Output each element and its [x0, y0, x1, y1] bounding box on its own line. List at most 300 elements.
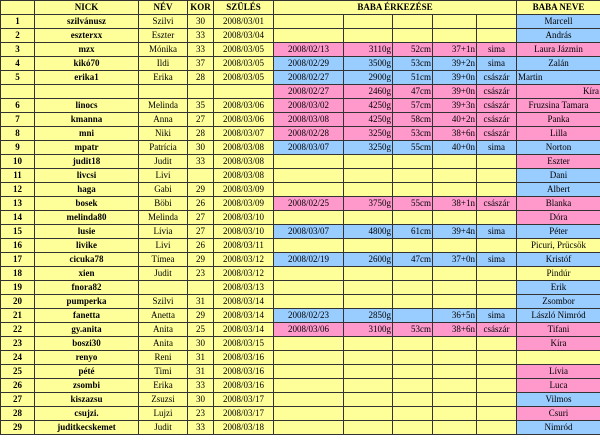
- cell-szules: 2008/03/08: [214, 155, 274, 169]
- cell-num: 18: [1, 267, 35, 281]
- cell-nick: lusie: [35, 225, 139, 239]
- cell-mode: [477, 295, 517, 309]
- cell-weight: [344, 337, 393, 351]
- cell-baby-name: Erik: [517, 281, 600, 295]
- table-row: [1, 295, 600, 309]
- cell-nick: xien: [35, 267, 139, 281]
- cell-szules: 2008/03/16: [214, 365, 274, 379]
- cell-arrival-date: [274, 281, 344, 295]
- cell-szules: 2008/03/11: [214, 239, 274, 253]
- cell-length: [393, 211, 433, 225]
- cell-num: 27: [1, 393, 35, 407]
- cell-szules: 2008/03/10: [214, 225, 274, 239]
- cell-nick: kmanna: [35, 113, 139, 127]
- cell-weight: [344, 407, 393, 421]
- cell-baby-name: Eszter: [517, 155, 600, 169]
- cell-baby-name: Dani: [517, 169, 600, 183]
- cell-length: 53cm: [393, 323, 433, 337]
- cell-nev: Melinda: [139, 211, 188, 225]
- cell-weight: [344, 183, 393, 197]
- cell-kor: 29: [188, 309, 214, 323]
- table-row: [1, 113, 600, 127]
- cell-week: 38+6n: [433, 323, 477, 337]
- cell-nick: melinda80: [35, 211, 139, 225]
- cell-kor: 29: [188, 253, 214, 267]
- cell-kor: 33: [188, 155, 214, 169]
- cell-week: [433, 407, 477, 421]
- cell-week: [433, 29, 477, 43]
- cell-weight: 4250g: [344, 99, 393, 113]
- cell-mode: sima: [477, 309, 517, 323]
- cell-num: 26: [1, 379, 35, 393]
- cell-num: 9: [1, 141, 35, 155]
- cell-weight: 4250g: [344, 113, 393, 127]
- cell-length: 47cm: [393, 85, 433, 99]
- cell-nev: Ildi: [139, 57, 188, 71]
- cell-week: [433, 281, 477, 295]
- header-kor: KOR: [188, 1, 214, 15]
- cell-weight: 3250g: [344, 141, 393, 155]
- cell-week: [433, 365, 477, 379]
- cell-weight: 4800g: [344, 225, 393, 239]
- cell-num: 1: [1, 15, 35, 29]
- cell-weight: [344, 393, 393, 407]
- cell-szules: 2008/03/16: [214, 379, 274, 393]
- cell-nick: bosek: [35, 197, 139, 211]
- cell-kor: 33: [188, 379, 214, 393]
- cell-baby-name: Csuri: [517, 407, 600, 421]
- cell-nev: [139, 85, 188, 99]
- cell-nev: Judit: [139, 421, 188, 435]
- cell-kor: 25: [188, 323, 214, 337]
- cell-num: 7: [1, 113, 35, 127]
- cell-num: 15: [1, 225, 35, 239]
- cell-weight: [344, 365, 393, 379]
- cell-nick: zsombi: [35, 379, 139, 393]
- cell-mode: [477, 15, 517, 29]
- cell-length: 52cm: [393, 43, 433, 57]
- cell-arrival-date: [274, 337, 344, 351]
- cell-arrival-date: [274, 169, 344, 183]
- cell-nev: Anna: [139, 113, 188, 127]
- cell-mode: [477, 239, 517, 253]
- cell-szules: 2008/03/12: [214, 253, 274, 267]
- cell-week: [433, 239, 477, 253]
- cell-week: 36+5n: [433, 309, 477, 323]
- cell-nick: mpatr: [35, 141, 139, 155]
- cell-baby-name: Nimród: [517, 421, 600, 435]
- table-row: [1, 379, 600, 393]
- cell-num: 24: [1, 351, 35, 365]
- cell-nev: Eszter: [139, 29, 188, 43]
- cell-length: 58cm: [393, 113, 433, 127]
- cell-kor: 30: [188, 15, 214, 29]
- cell-arrival-date: [274, 421, 344, 435]
- cell-weight: 3100g: [344, 323, 393, 337]
- cell-weight: [344, 351, 393, 365]
- cell-weight: 3110g: [344, 43, 393, 57]
- cell-week: [433, 183, 477, 197]
- cell-length: 53cm: [393, 127, 433, 141]
- cell-week: 38+1n: [433, 197, 477, 211]
- cell-baby-name: [517, 351, 600, 365]
- cell-arrival-date: 2008/02/29: [274, 57, 344, 71]
- cell-mode: [477, 211, 517, 225]
- cell-baby-name: Marcell: [517, 15, 600, 29]
- cell-week: [433, 351, 477, 365]
- cell-week: 39+0n: [433, 71, 477, 85]
- cell-num: 11: [1, 169, 35, 183]
- cell-mode: császár: [477, 99, 517, 113]
- cell-kor: [188, 169, 214, 183]
- cell-baby-name: Lilla: [517, 127, 600, 141]
- cell-kor: 37: [188, 57, 214, 71]
- cell-szules: 2008/03/07: [214, 127, 274, 141]
- cell-weight: 2900g: [344, 71, 393, 85]
- cell-weight: [344, 239, 393, 253]
- cell-nev: Tímea: [139, 253, 188, 267]
- cell-kor: 33: [188, 43, 214, 57]
- table-row: [1, 29, 600, 43]
- cell-nick: fnora82: [35, 281, 139, 295]
- cell-num: 13: [1, 197, 35, 211]
- cell-weight: [344, 295, 393, 309]
- cell-nev: Niki: [139, 127, 188, 141]
- cell-length: [393, 337, 433, 351]
- cell-arrival-date: 2008/03/06: [274, 323, 344, 337]
- cell-num: [1, 85, 35, 99]
- table-row: [1, 99, 600, 113]
- cell-mode: sima: [477, 57, 517, 71]
- cell-nick: juditkecskemet: [35, 421, 139, 435]
- table-row: [1, 57, 600, 71]
- cell-mode: császár: [477, 71, 517, 85]
- cell-baby-name: Norton: [517, 141, 600, 155]
- cell-num: 2: [1, 29, 35, 43]
- table-row: [1, 15, 600, 29]
- table-row: [1, 337, 600, 351]
- cell-baby-name: Albert: [517, 183, 600, 197]
- cell-nev: Böbi: [139, 197, 188, 211]
- table-body: [1, 15, 600, 435]
- cell-weight: [344, 267, 393, 281]
- cell-arrival-date: 2008/02/19: [274, 253, 344, 267]
- cell-week: 39+4n: [433, 225, 477, 239]
- cell-kor: 23: [188, 267, 214, 281]
- cell-num: 21: [1, 309, 35, 323]
- cell-arrival-date: 2008/02/27: [274, 71, 344, 85]
- cell-baby-name: Martin: [517, 71, 600, 85]
- cell-kor: [188, 85, 214, 99]
- cell-kor: 26: [188, 239, 214, 253]
- cell-num: 28: [1, 407, 35, 421]
- cell-length: 51cm: [393, 71, 433, 85]
- cell-kor: 33: [188, 421, 214, 435]
- cell-szules: [214, 85, 274, 99]
- cell-length: [393, 393, 433, 407]
- cell-mode: [477, 29, 517, 43]
- cell-szules: 2008/03/14: [214, 295, 274, 309]
- cell-arrival-date: [274, 379, 344, 393]
- cell-nev: Szilvi: [139, 295, 188, 309]
- table-row: [1, 183, 600, 197]
- cell-arrival-date: 2008/03/07: [274, 225, 344, 239]
- cell-szules: 2008/03/05: [214, 71, 274, 85]
- cell-length: 55cm: [393, 141, 433, 155]
- cell-kor: 31: [188, 295, 214, 309]
- cell-baby-name: Kíra: [517, 85, 600, 99]
- cell-nick: eszterxx: [35, 29, 139, 43]
- cell-mode: [477, 393, 517, 407]
- cell-nick: erika1: [35, 71, 139, 85]
- cell-nev: Reni: [139, 351, 188, 365]
- cell-nick: judit18: [35, 155, 139, 169]
- table-row: [1, 365, 600, 379]
- cell-nev: Lívia: [139, 225, 188, 239]
- cell-kor: 30: [188, 393, 214, 407]
- cell-mode: [477, 281, 517, 295]
- cell-mode: [477, 337, 517, 351]
- cell-length: [393, 155, 433, 169]
- cell-mode: császár: [477, 85, 517, 99]
- cell-szules: 2008/03/08: [214, 141, 274, 155]
- header-baba-erkezese: BABA ÉRKEZÉSE: [274, 1, 517, 15]
- cell-nev: Zsuzsi: [139, 393, 188, 407]
- cell-length: [393, 379, 433, 393]
- cell-num: 19: [1, 281, 35, 295]
- cell-nick: livike: [35, 239, 139, 253]
- cell-weight: 3750g: [344, 197, 393, 211]
- table-row: [1, 141, 600, 155]
- cell-nev: Lujzi: [139, 407, 188, 421]
- cell-baby-name: Péter: [517, 225, 600, 239]
- cell-length: 55cm: [393, 197, 433, 211]
- cell-weight: [344, 155, 393, 169]
- cell-szules: 2008/03/10: [214, 211, 274, 225]
- cell-nick: haga: [35, 183, 139, 197]
- cell-num: 29: [1, 421, 35, 435]
- cell-weight: 3500g: [344, 57, 393, 71]
- cell-num: 10: [1, 155, 35, 169]
- cell-nick: renyo: [35, 351, 139, 365]
- cell-week: 37+1n: [433, 43, 477, 57]
- cell-arrival-date: [274, 365, 344, 379]
- cell-week: [433, 15, 477, 29]
- cell-nick: fanetta: [35, 309, 139, 323]
- cell-arrival-date: 2008/02/27: [274, 85, 344, 99]
- cell-week: [433, 169, 477, 183]
- cell-nick: kikó70: [35, 57, 139, 71]
- cell-length: [393, 183, 433, 197]
- cell-arrival-date: 2008/02/28: [274, 127, 344, 141]
- cell-week: 39+2n: [433, 57, 477, 71]
- cell-week: 40+2n: [433, 113, 477, 127]
- cell-mode: sima: [477, 253, 517, 267]
- cell-num: 20: [1, 295, 35, 309]
- table-row: [1, 267, 600, 281]
- cell-length: [393, 309, 433, 323]
- cell-num: 12: [1, 183, 35, 197]
- table-row: [1, 323, 600, 337]
- cell-nev: Gabi: [139, 183, 188, 197]
- cell-nick: pété: [35, 365, 139, 379]
- cell-kor: 27: [188, 211, 214, 225]
- cell-nev: Anita: [139, 323, 188, 337]
- cell-arrival-date: 2008/02/13: [274, 43, 344, 57]
- cell-week: [433, 155, 477, 169]
- cell-baby-name: Lívia: [517, 365, 600, 379]
- cell-szules: 2008/03/09: [214, 197, 274, 211]
- table-row: [1, 309, 600, 323]
- cell-week: 40+0n: [433, 141, 477, 155]
- cell-nick: boszi30: [35, 337, 139, 351]
- cell-num: 3: [1, 43, 35, 57]
- cell-week: 39+3n: [433, 99, 477, 113]
- cell-mode: császár: [477, 197, 517, 211]
- cell-length: [393, 239, 433, 253]
- cell-szules: 2008/03/13: [214, 281, 274, 295]
- cell-arrival-date: [274, 29, 344, 43]
- header-row: [1, 1, 600, 15]
- cell-num: 23: [1, 337, 35, 351]
- cell-mode: [477, 365, 517, 379]
- cell-mode: sima: [477, 225, 517, 239]
- cell-arrival-date: 2008/03/02: [274, 99, 344, 113]
- cell-szules: 2008/03/14: [214, 323, 274, 337]
- cell-baby-name: András: [517, 29, 600, 43]
- cell-baby-name: Panka: [517, 113, 600, 127]
- cell-szules: 2008/03/06: [214, 99, 274, 113]
- cell-num: 14: [1, 211, 35, 225]
- cell-weight: 2600g: [344, 253, 393, 267]
- cell-length: 61cm: [393, 225, 433, 239]
- cell-nick: linocs: [35, 99, 139, 113]
- cell-weight: [344, 379, 393, 393]
- cell-week: [433, 379, 477, 393]
- cell-kor: 31: [188, 351, 214, 365]
- cell-kor: 28: [188, 127, 214, 141]
- table-row: [1, 393, 600, 407]
- cell-nick: szilvánusz: [35, 15, 139, 29]
- cell-baby-name: Tifani: [517, 323, 600, 337]
- cell-mode: [477, 169, 517, 183]
- cell-length: [393, 295, 433, 309]
- cell-kor: 26: [188, 197, 214, 211]
- cell-kor: 33: [188, 29, 214, 43]
- cell-nev: Anita: [139, 337, 188, 351]
- cell-mode: császár: [477, 113, 517, 127]
- table-row: [1, 407, 600, 421]
- table-row: [1, 127, 600, 141]
- cell-week: [433, 393, 477, 407]
- table-row: [1, 421, 600, 435]
- cell-kor: 23: [188, 407, 214, 421]
- table-row: [1, 197, 600, 211]
- cell-nick: livcsi: [35, 169, 139, 183]
- cell-arrival-date: 2008/02/25: [274, 197, 344, 211]
- cell-baby-name: Kíra: [517, 337, 600, 351]
- cell-arrival-date: [274, 295, 344, 309]
- cell-num: 22: [1, 323, 35, 337]
- cell-num: 6: [1, 99, 35, 113]
- table-row: [1, 253, 600, 267]
- cell-kor: 31: [188, 365, 214, 379]
- cell-nev: [139, 281, 188, 295]
- cell-baby-name: Laura Jázmin: [517, 43, 600, 57]
- cell-length: [393, 407, 433, 421]
- table-row: [1, 85, 600, 99]
- cell-arrival-date: [274, 407, 344, 421]
- cell-kor: 30: [188, 141, 214, 155]
- cell-nev: Livi: [139, 169, 188, 183]
- cell-nev: Melinda: [139, 99, 188, 113]
- cell-nick: cicuka78: [35, 253, 139, 267]
- cell-szules: 2008/03/16: [214, 351, 274, 365]
- cell-length: [393, 169, 433, 183]
- cell-length: [393, 365, 433, 379]
- cell-baby-name: Pindúr: [517, 267, 600, 281]
- cell-mode: sima: [477, 141, 517, 155]
- cell-week: [433, 421, 477, 435]
- cell-szules: 2008/03/15: [214, 337, 274, 351]
- cell-kor: [188, 281, 214, 295]
- cell-num: 8: [1, 127, 35, 141]
- cell-arrival-date: [274, 15, 344, 29]
- cell-szules: 2008/03/06: [214, 113, 274, 127]
- cell-szules: 2008/03/17: [214, 393, 274, 407]
- cell-mode: [477, 379, 517, 393]
- cell-szules: 2008/03/08: [214, 169, 274, 183]
- cell-length: [393, 15, 433, 29]
- cell-mode: [477, 183, 517, 197]
- cell-kor: 29: [188, 183, 214, 197]
- cell-arrival-date: [274, 393, 344, 407]
- cell-arrival-date: [274, 155, 344, 169]
- cell-arrival-date: [274, 351, 344, 365]
- cell-baby-name: László Nimród: [517, 309, 600, 323]
- cell-weight: [344, 169, 393, 183]
- table-row: [1, 43, 600, 57]
- table-row: [1, 225, 600, 239]
- header-nev: NÉV: [139, 1, 188, 15]
- header-baba-neve: BABA NEVE: [517, 1, 600, 15]
- cell-length: [393, 281, 433, 295]
- cell-szules: 2008/03/01: [214, 15, 274, 29]
- cell-nick: csujzi.: [35, 407, 139, 421]
- cell-baby-name: Zalán: [517, 57, 600, 71]
- table-row: [1, 351, 600, 365]
- cell-nev: Mónika: [139, 43, 188, 57]
- cell-mode: [477, 421, 517, 435]
- cell-num: 5: [1, 71, 35, 85]
- table-row: [1, 211, 600, 225]
- cell-weight: [344, 15, 393, 29]
- cell-nev: Anetta: [139, 309, 188, 323]
- cell-baby-name: Blanka: [517, 197, 600, 211]
- cell-weight: [344, 211, 393, 225]
- cell-nick: gy.anita: [35, 323, 139, 337]
- cell-week: 39+0n: [433, 85, 477, 99]
- table-row: [1, 71, 600, 85]
- cell-weight: [344, 421, 393, 435]
- cell-baby-name: Fruzsina Tamara: [517, 99, 600, 113]
- cell-kor: 35: [188, 99, 214, 113]
- cell-szules: 2008/03/12: [214, 267, 274, 281]
- cell-arrival-date: 2008/03/08: [274, 113, 344, 127]
- cell-szules: 2008/03/04: [214, 29, 274, 43]
- cell-arrival-date: [274, 239, 344, 253]
- cell-szules: 2008/03/05: [214, 57, 274, 71]
